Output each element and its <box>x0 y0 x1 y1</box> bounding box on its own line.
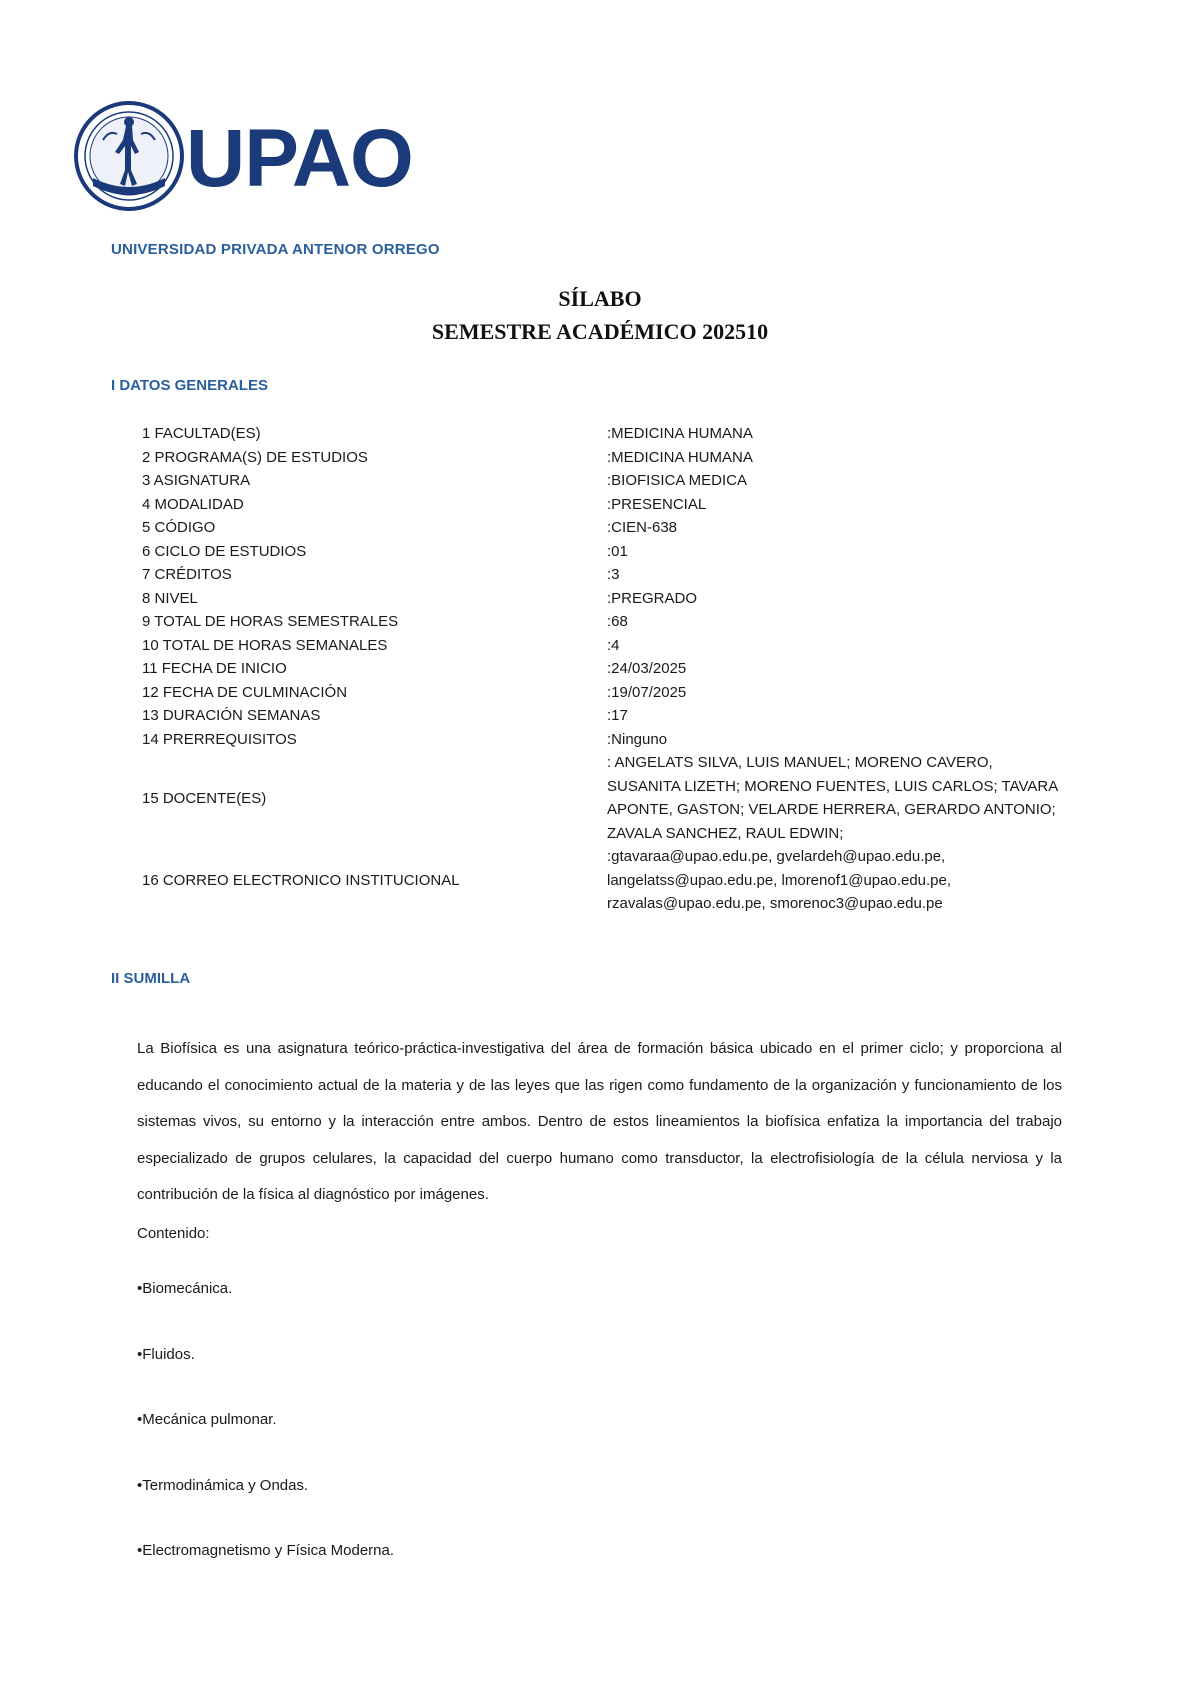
table-row <box>142 681 1082 705</box>
row-value: :BIOFISICA MEDICA <box>607 472 748 489</box>
table-row <box>142 540 1082 564</box>
table-row <box>142 469 1082 493</box>
row-value: :gtavaraa@upao.edu.pe, gvelardeh@upao.edu.pe, langelatss@upao.edu.pe, lmorenof1@upao.edu.pe, rzavalas@upao.edu.pe, smorenoc3@upao.edu.pe <box>607 848 952 912</box>
row-label: 12 FECHA DE CULMINACIÓN <box>142 683 348 701</box>
row-label: 2 PROGRAMA(S) DE ESTUDIOS <box>142 448 368 466</box>
row-label: 8 NIVEL <box>142 589 198 607</box>
content-list <box>137 1279 394 1607</box>
row-value: :PREGRADO <box>607 589 698 607</box>
table-row <box>142 516 1082 540</box>
row-label: 3 ASIGNATURA <box>142 472 251 490</box>
contenido-label: Contenido: <box>137 1225 210 1242</box>
table-row <box>142 751 1082 845</box>
table-row <box>142 845 1082 916</box>
table-row <box>142 493 1082 517</box>
table-row <box>142 610 1082 634</box>
row-label: 13 DURACIÓN SEMANAS <box>142 707 321 725</box>
section-heading-datos-generales: I DATOS GENERALES <box>111 377 268 394</box>
row-label: 9 TOTAL DE HORAS SEMESTRALES <box>142 613 399 631</box>
row-value: :4 <box>607 636 620 654</box>
row-label: 15 DOCENTE(ES) <box>142 789 267 807</box>
row-value: :17 <box>607 707 628 724</box>
row-value: :24/03/2025 <box>607 660 687 677</box>
row-label: 14 PRERREQUISITOS <box>142 730 297 748</box>
row-label: 1 FACULTAD(ES) <box>142 425 261 443</box>
row-label: 6 CICLO DE ESTUDIOS <box>142 542 307 560</box>
row-value: :Ninguno <box>607 730 668 748</box>
table-row <box>142 657 1082 681</box>
table-row <box>142 446 1082 470</box>
row-label: 4 MODALIDAD <box>142 495 244 513</box>
list-item: •Fluidos. <box>137 1345 195 1363</box>
title-semestre: SEMESTRE ACADÉMICO 202510 <box>431 319 769 344</box>
list-item: •Mecánica pulmonar. <box>137 1411 277 1428</box>
row-label: 10 TOTAL DE HORAS SEMANALES <box>142 636 388 654</box>
row-value: :MEDICINA HUMANA <box>607 448 753 466</box>
row-value: :CIEN-638 <box>607 519 678 536</box>
row-value: :19/07/2025 <box>607 683 687 701</box>
row-value: :3 <box>607 566 620 583</box>
upao-logo <box>73 100 413 212</box>
table-row <box>142 704 1082 728</box>
table-row <box>142 587 1082 611</box>
title-silabo: SÍLABO <box>558 286 642 311</box>
list-item: •Biomecánica. <box>137 1280 233 1297</box>
sumilla-paragraph: La Biofísica es una asignatura teórico-práctica-investigativa del área de formación básica ubicado en el primer ciclo; y proporciona al educando el conocimiento actual de la materia y de las leyes que las rigen como fundamento de la organización y funcionamiento de los sistemas vivos, su entorno y la interacción entre ambos. Dentro de estos lineamientos la biofísica enfatiza la importancia del trabajo especializado de grupos celulares, la capacidad del cuerpo humano como transductor, la electrofisiología de la célula nerviosa y la contribución de la física al diagnóstico por imágenes. <box>137 1040 1062 1203</box>
university-name: UNIVERSIDAD PRIVADA ANTENOR ORREGO <box>111 241 440 258</box>
table-row <box>142 728 1082 752</box>
row-label: 7 CRÉDITOS <box>142 566 232 584</box>
document-title <box>0 282 1200 348</box>
row-value: : ANGELATS SILVA, LUIS MANUEL; MORENO CAVERO, SUSANITA LIZETH; MORENO FUENTES, LUIS CARLOS; TAVARA APONTE, GASTON; VELARDE HERRERA, GERARDO ANTONIO; ZAVALA SANCHEZ, RAUL EDWIN; <box>607 754 1058 842</box>
table-row <box>142 634 1082 658</box>
table-row <box>142 563 1082 587</box>
table-row <box>142 422 1082 446</box>
row-value: :PRESENCIAL <box>607 495 707 513</box>
logo-wordmark: UPAO <box>186 113 413 204</box>
row-label: 5 CÓDIGO <box>142 519 216 537</box>
row-value: :01 <box>607 542 628 560</box>
list-item: •Electromagnetismo y Física Moderna. <box>137 1542 395 1559</box>
row-value: :68 <box>607 613 628 630</box>
datos-generales-table <box>142 422 1082 916</box>
university-seal-icon <box>73 100 185 212</box>
row-label: 11 FECHA DE INICIO <box>142 660 287 678</box>
list-item: •Termodinámica y Ondas. <box>137 1476 309 1494</box>
row-value: :MEDICINA HUMANA <box>607 425 753 442</box>
row-label: 16 CORREO ELECTRONICO INSTITUCIONAL <box>142 871 460 889</box>
section-heading-sumilla: II SUMILLA <box>111 970 191 987</box>
